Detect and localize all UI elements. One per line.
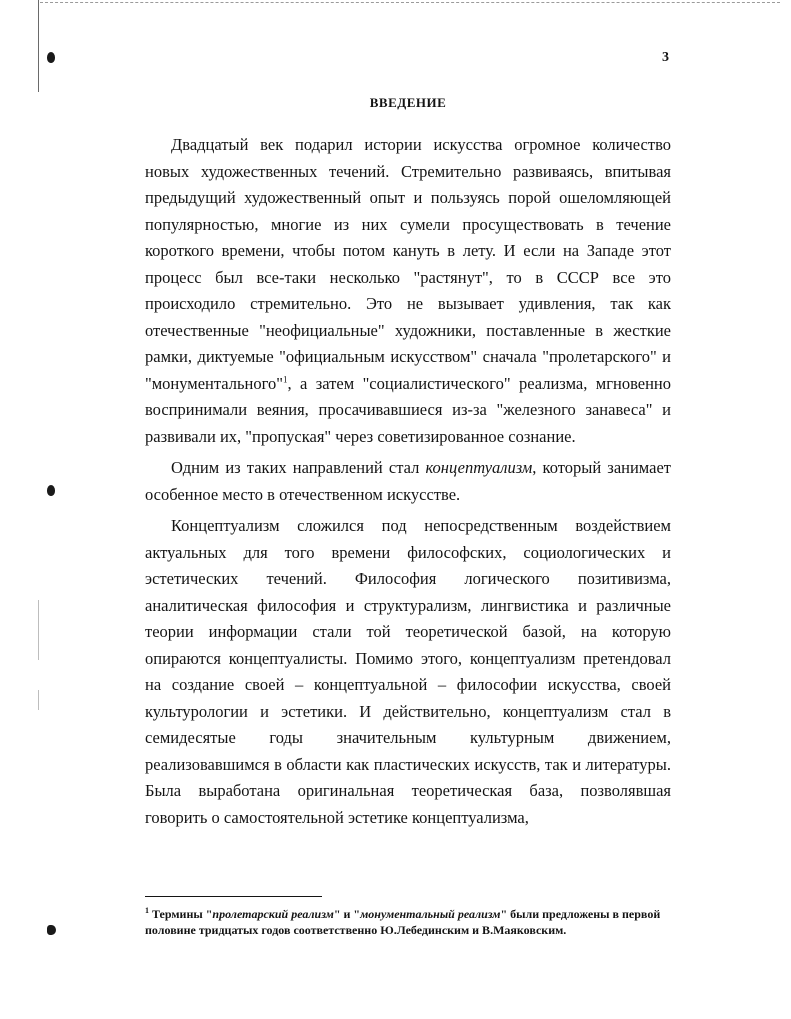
paragraph <box>145 455 671 508</box>
binding-hole-mark <box>47 52 55 63</box>
footnote <box>145 906 671 938</box>
body-text <box>145 132 671 831</box>
scan-margin-line <box>38 0 39 92</box>
footnote-text: " и " <box>333 907 361 921</box>
footnote-mark: 1 <box>145 906 149 915</box>
paragraph: Концептуализм сложился под непосредственным воздействием актуальных для того времени философских, социологических и эстетических течений. Философия логического позитивизма, аналитическая философия и структурализм, лингвистика и различные теории информации стали той теоретической базой, на которую опираются концептуалисты. Помимо этого, концептуализм претендовал на создание своей – концептуальной – философии искусства, своей культурологии и эстетики. И действительно, концептуализм стал в семидесятые годы значительным культурным движением, реализовавшимся в области как пластических искусств, так и литературы. Была выработана оригинальная теоретическая база, позволявшая говорить о самостоятельной эстетике концептуализма, <box>145 516 671 827</box>
emphasized-term: концептуализм <box>425 458 533 477</box>
footnote-text: " были предложены в первой половине тридцатых годов соответственно Ю.Лебединским и В.Маяковским. <box>145 907 661 937</box>
paragraph-text: , который занимает особенное место в отечественном искусстве. <box>145 458 671 504</box>
paragraph-text: , а затем "социалистического" реализма, мгновенно воспринимали веяния, просачивавшиеся из-за "железного занавеса" и развивали их, "пропуская" через советизированное сознание. <box>145 373 671 446</box>
binding-hole-mark <box>47 485 55 496</box>
page-number: 3 <box>662 50 669 65</box>
footnote-term: монументальный реализм <box>360 907 501 921</box>
binding-hole-mark <box>47 925 56 935</box>
footnote-text: Термины " <box>149 907 213 921</box>
footnote-reference: 1 <box>282 374 288 384</box>
scan-margin-line <box>38 600 39 660</box>
scan-margin-line <box>38 690 39 710</box>
scan-edge-line <box>40 2 780 3</box>
paragraph <box>145 132 671 450</box>
paragraph-text: Двадцатый век подарил истории искусства огромное количество новых художественных течений. Стремительно развиваясь, впитывая предыдущий художественный опыт и пользуясь порой ошеломляющей популярностью, многие из них сумели просуществовать в течение короткого времени, чтобы потом кануть в лету. И если на Западе этот процесс был все-таки несколько "растянут", то в СССР все это происходило стремительно. Это не вызывает удивления, так как отечественные "неофициальные" художники, поставленные в жесткие рамки, диктуемые "официальным искусством" сначала "пролетарского" и "монументального" <box>145 135 671 393</box>
section-heading: ВВЕДЕНИЕ <box>369 95 447 110</box>
footnote-separator <box>145 896 322 897</box>
footnote-term: пролетарский реализм <box>212 907 334 921</box>
paragraph-text: Одним из таких направлений стал <box>171 458 426 477</box>
